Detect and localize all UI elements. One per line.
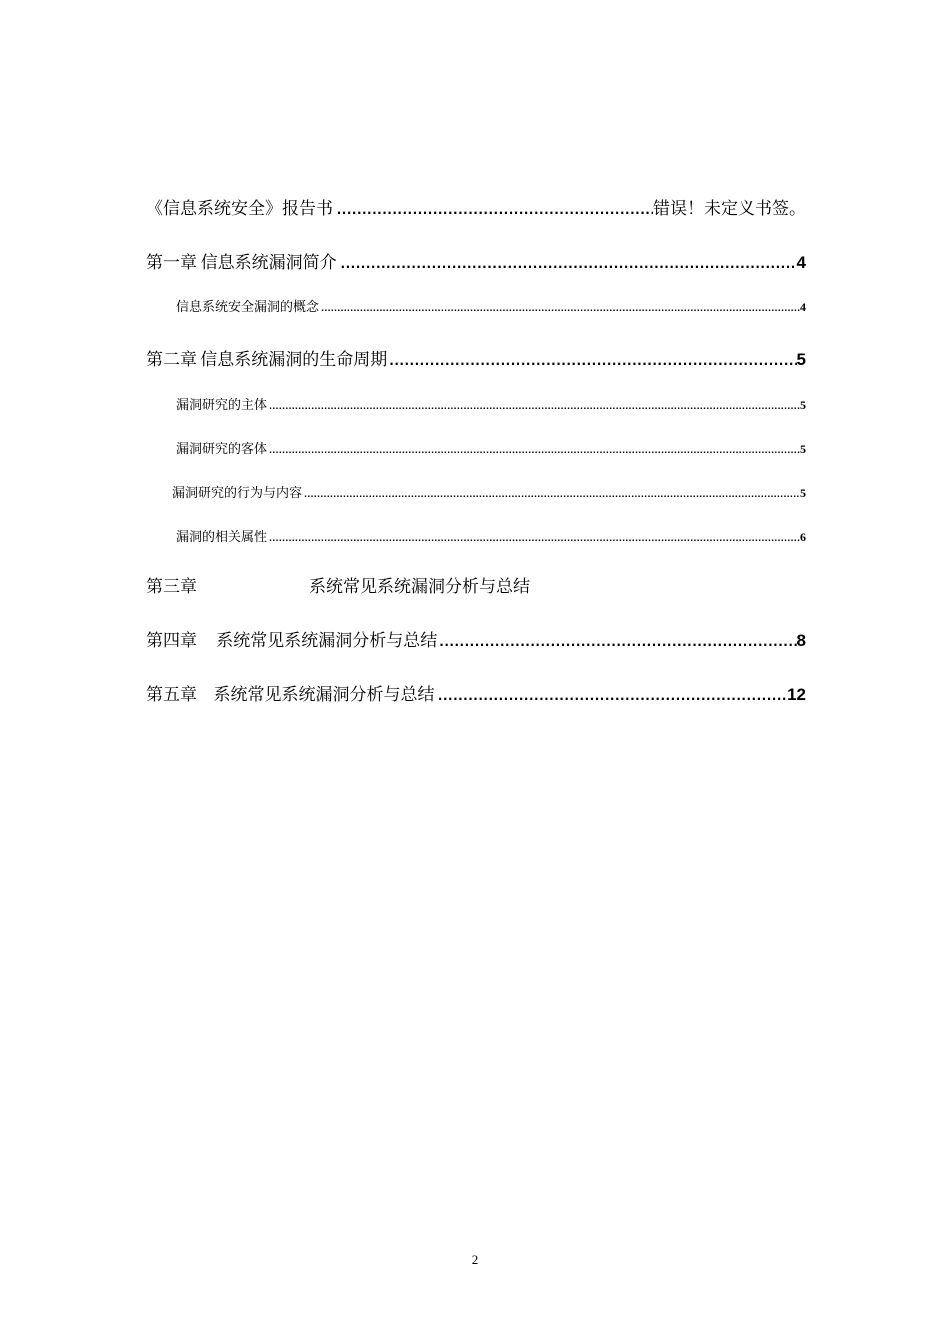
toc-leader-dots [304,490,800,499]
toc-entry-title: 漏洞研究的主体 [176,398,268,413]
toc-entry-section-2-2[interactable] [176,438,806,457]
toc-entry-page: 4 [796,253,806,272]
toc-entry-title: 系统常见系统漏洞分析与总结 [216,631,438,651]
toc-entry-page: 12 [787,685,806,704]
toc-entry-page: 5 [800,486,806,500]
toc-chapter-label: 第一章 [146,253,197,273]
page-number: 2 [471,1252,479,1267]
toc-chapter-label: 第二章 [146,350,197,370]
toc-leader-dots [269,446,800,455]
toc-entry-report[interactable] [146,194,806,219]
toc-leader-dots [438,689,787,703]
toc-chapter-label: 第三章 [146,577,197,597]
toc-entry-title: 漏洞研究的客体 [176,442,268,457]
toc-leader-dots [439,635,796,649]
toc-entry-title: 系统常见系统漏洞分析与总结 [309,577,530,597]
toc-leader-dots [337,203,653,217]
toc-chapter-label: 第四章 [146,631,197,651]
toc-entry-page: 5 [796,350,806,369]
toc-leader-dots [269,402,800,411]
toc-entry-chapter-1[interactable] [146,248,806,273]
toc-chapter-label: 第五章 [146,685,197,705]
toc-entry-page: 5 [800,442,806,456]
toc-entry-section-2-1[interactable] [176,394,806,413]
toc-leader-dots [269,534,800,543]
toc-entry-title: 漏洞研究的行为与内容 [172,486,303,501]
toc-entry-section-1-1[interactable] [176,296,806,315]
toc-entry-title: 《信息系统安全》报告书 [146,199,333,219]
toc-entry-title: 信息系统漏洞简介 [200,253,337,273]
toc-leader-dots [341,257,797,271]
toc-entry-chapter-3[interactable] [146,572,806,597]
toc-entry-chapter-5[interactable] [146,680,806,705]
toc-leader-dots [321,304,800,313]
toc-entry-page: 错误！未定义书签。 [653,199,806,219]
toc-entry-title: 信息系统漏洞的生命周期 [200,350,388,370]
toc-entry-section-2-4[interactable] [176,526,806,545]
toc-leader-dots [389,354,796,368]
toc-entry-title: 系统常见系统漏洞分析与总结 [213,685,435,705]
toc-entry-title: 漏洞的相关属性 [176,530,268,545]
toc-entry-chapter-2[interactable] [146,345,806,370]
toc-entry-page: 4 [800,300,806,314]
toc-entry-page: 8 [796,631,806,650]
toc-entry-chapter-4[interactable] [146,626,806,651]
table-of-contents [146,0,806,1344]
toc-entry-title: 信息系统安全漏洞的概念 [176,300,320,315]
toc-entry-section-2-3[interactable] [172,482,806,501]
toc-entry-page: 6 [800,530,806,544]
toc-entry-page: 5 [800,398,806,412]
